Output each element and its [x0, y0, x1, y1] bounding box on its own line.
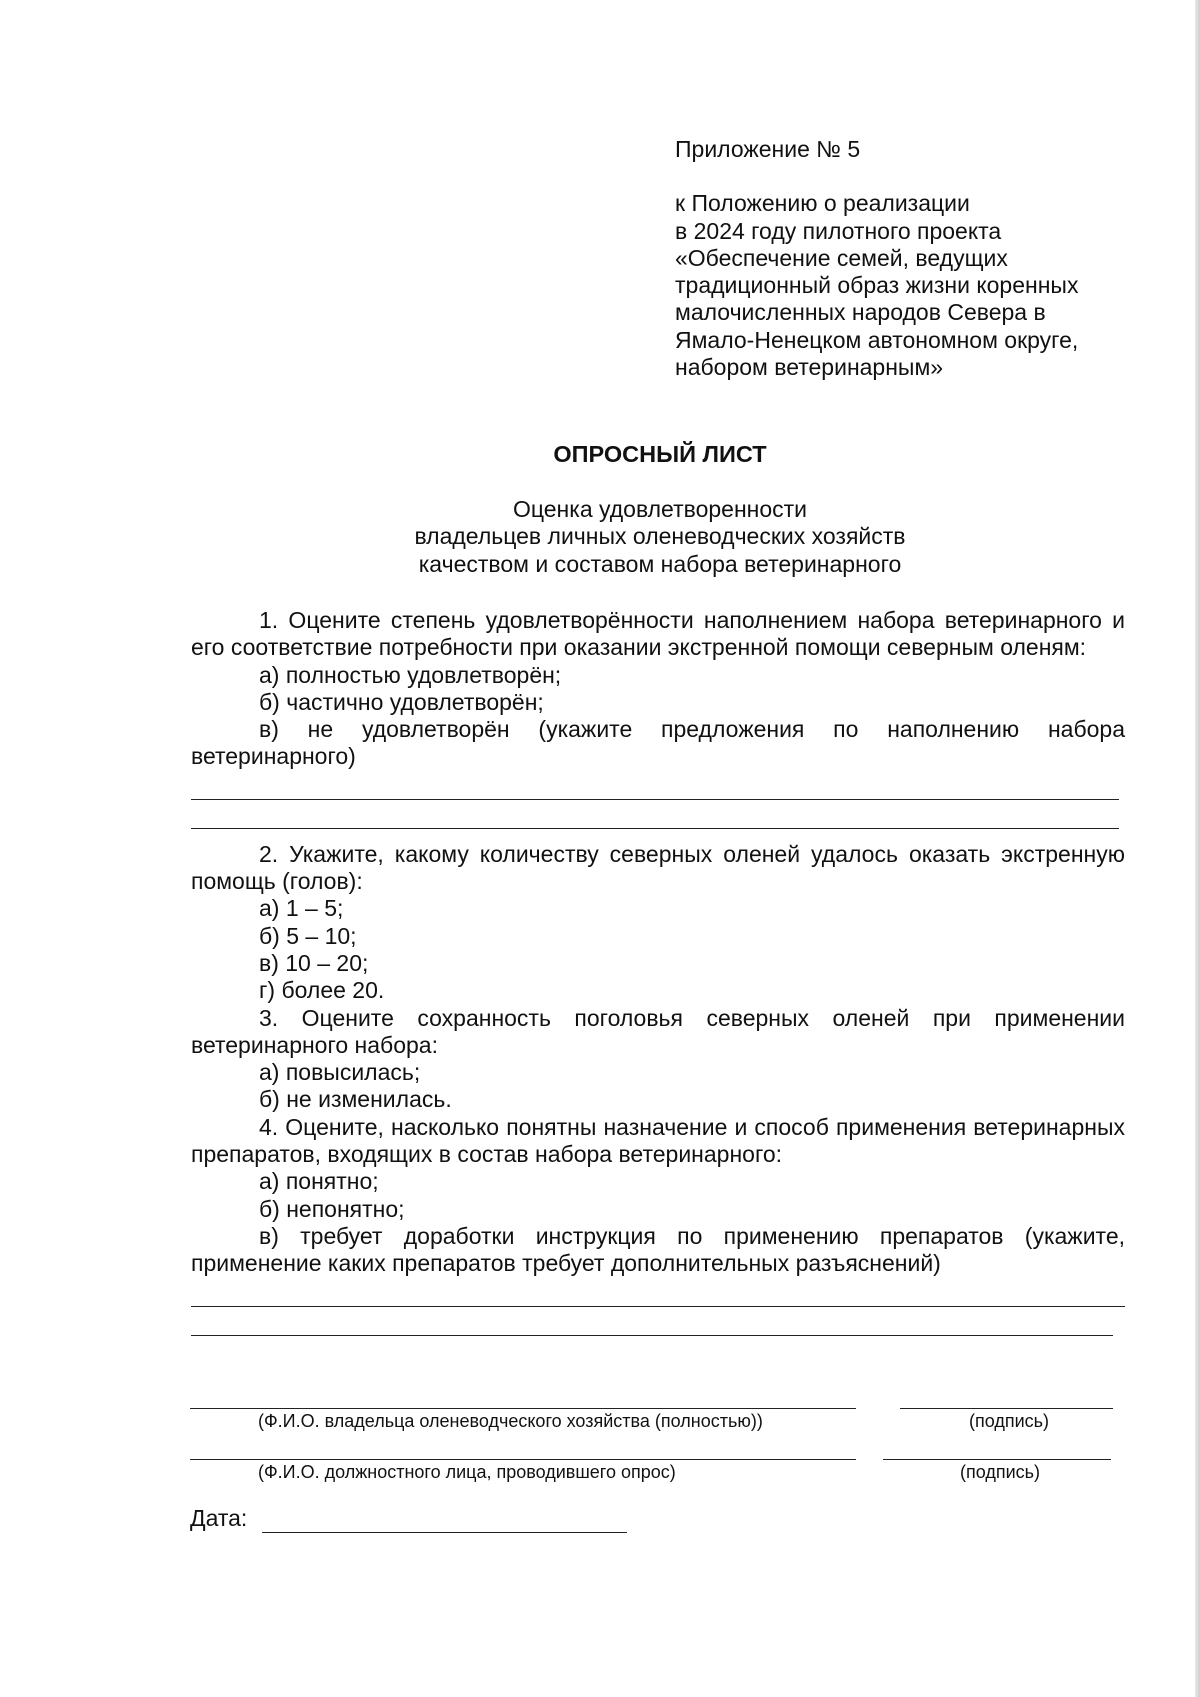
subtitle-line: Оценка удовлетворенности	[512, 496, 808, 522]
question-4: 4. Оцените, насколько понятны назначение и способ применения ветеринарных препаратов, входящих в состав набора ветеринарного:	[191, 1113, 1125, 1168]
official-name-line[interactable]	[190, 1459, 856, 1460]
scan-edge	[1195, 0, 1200, 1697]
annex-line: в 2024 году пилотного проекта	[675, 217, 1002, 244]
owner-caption: (Ф.И.О. владельца оленеводческого хозяйства (полностью))	[258, 1411, 763, 1431]
q4-option-c[interactable]: в) требует доработки инструкция по применению препаратов (укажите, применение каких препаратов требует дополнительных разъяснений)	[191, 1222, 1125, 1277]
owner-name-line[interactable]	[190, 1408, 856, 1409]
q3-option-a[interactable]: а) повысилась;	[259, 1059, 421, 1086]
q2-option-b[interactable]: б) 5 – 10;	[259, 922, 357, 949]
annex-header	[675, 136, 1135, 381]
official-caption: (Ф.И.О. должностного лица, проводившего опрос)	[258, 1462, 676, 1482]
document-title: ОПРОСНЫЙ ЛИСТ	[553, 441, 767, 467]
date-label: Дата:	[190, 1505, 248, 1531]
annex-line: «Обеспечение семей, ведущих	[675, 244, 1008, 271]
q1-option-c[interactable]: в) не удовлетворён (укажите предложения по наполнению набора ветеринарного)	[191, 716, 1125, 770]
q4-option-a[interactable]: а) понятно;	[259, 1168, 379, 1195]
q2-option-a[interactable]: а) 1 – 5;	[259, 895, 344, 922]
q4-option-b[interactable]: б) непонятно;	[259, 1195, 405, 1222]
questionnaire-body	[191, 607, 1125, 1336]
official-signature-caption: (подпись)	[960, 1462, 1041, 1482]
q2-option-d[interactable]: г) более 20.	[259, 977, 385, 1004]
annex-line: Ямало-Ненецком автономном округе,	[675, 326, 1079, 353]
annex-line: традиционный образ жизни коренных	[675, 272, 1079, 299]
question-2: 2. Укажите, какому количеству северных оленей удалось оказать экстренную помощь (голов):	[191, 840, 1125, 895]
q4-answer-line-1[interactable]	[191, 1278, 1125, 1307]
annex-line: малочисленных народов Севера в	[675, 299, 1046, 326]
subtitle-line: качеством и составом набора ветеринарного	[418, 550, 902, 577]
q1-answer-line-2[interactable]	[191, 800, 1119, 829]
q1-option-b[interactable]: б) частично удовлетворён;	[259, 688, 544, 715]
q1-answer-lines	[191, 771, 1125, 829]
annex-number: Приложение № 5	[675, 136, 861, 162]
q2-option-c[interactable]: в) 10 – 20;	[259, 949, 369, 976]
owner-signature-caption: (подпись)	[969, 1411, 1050, 1431]
subtitle-line: владельцев личных оленеводческих хозяйств	[414, 523, 906, 550]
q1-option-a[interactable]: а) полностью удовлетворён;	[259, 661, 562, 688]
date-line[interactable]	[262, 1532, 627, 1533]
owner-signature-line[interactable]	[900, 1408, 1113, 1409]
question-3: 3. Оцените сохранность поголовья северных оленей при применении ветеринарного набора:	[191, 1004, 1125, 1058]
question-1: 1. Оцените степень удовлетворённости наполнением набора ветеринарного и его соответствие потребности при оказании экстренной помощи северным оленям:	[191, 607, 1125, 661]
q4-answer-line-2[interactable]	[191, 1307, 1113, 1336]
annex-line: набором ветеринарным»	[675, 354, 944, 381]
annex-line: к Положению о реализации	[675, 190, 970, 217]
q1-answer-line-1[interactable]	[191, 771, 1119, 800]
q4-answer-lines	[191, 1278, 1125, 1336]
document-subtitle	[0, 496, 1200, 578]
official-signature-line[interactable]	[883, 1459, 1111, 1460]
q3-option-b[interactable]: б) не изменилась.	[259, 1086, 452, 1113]
